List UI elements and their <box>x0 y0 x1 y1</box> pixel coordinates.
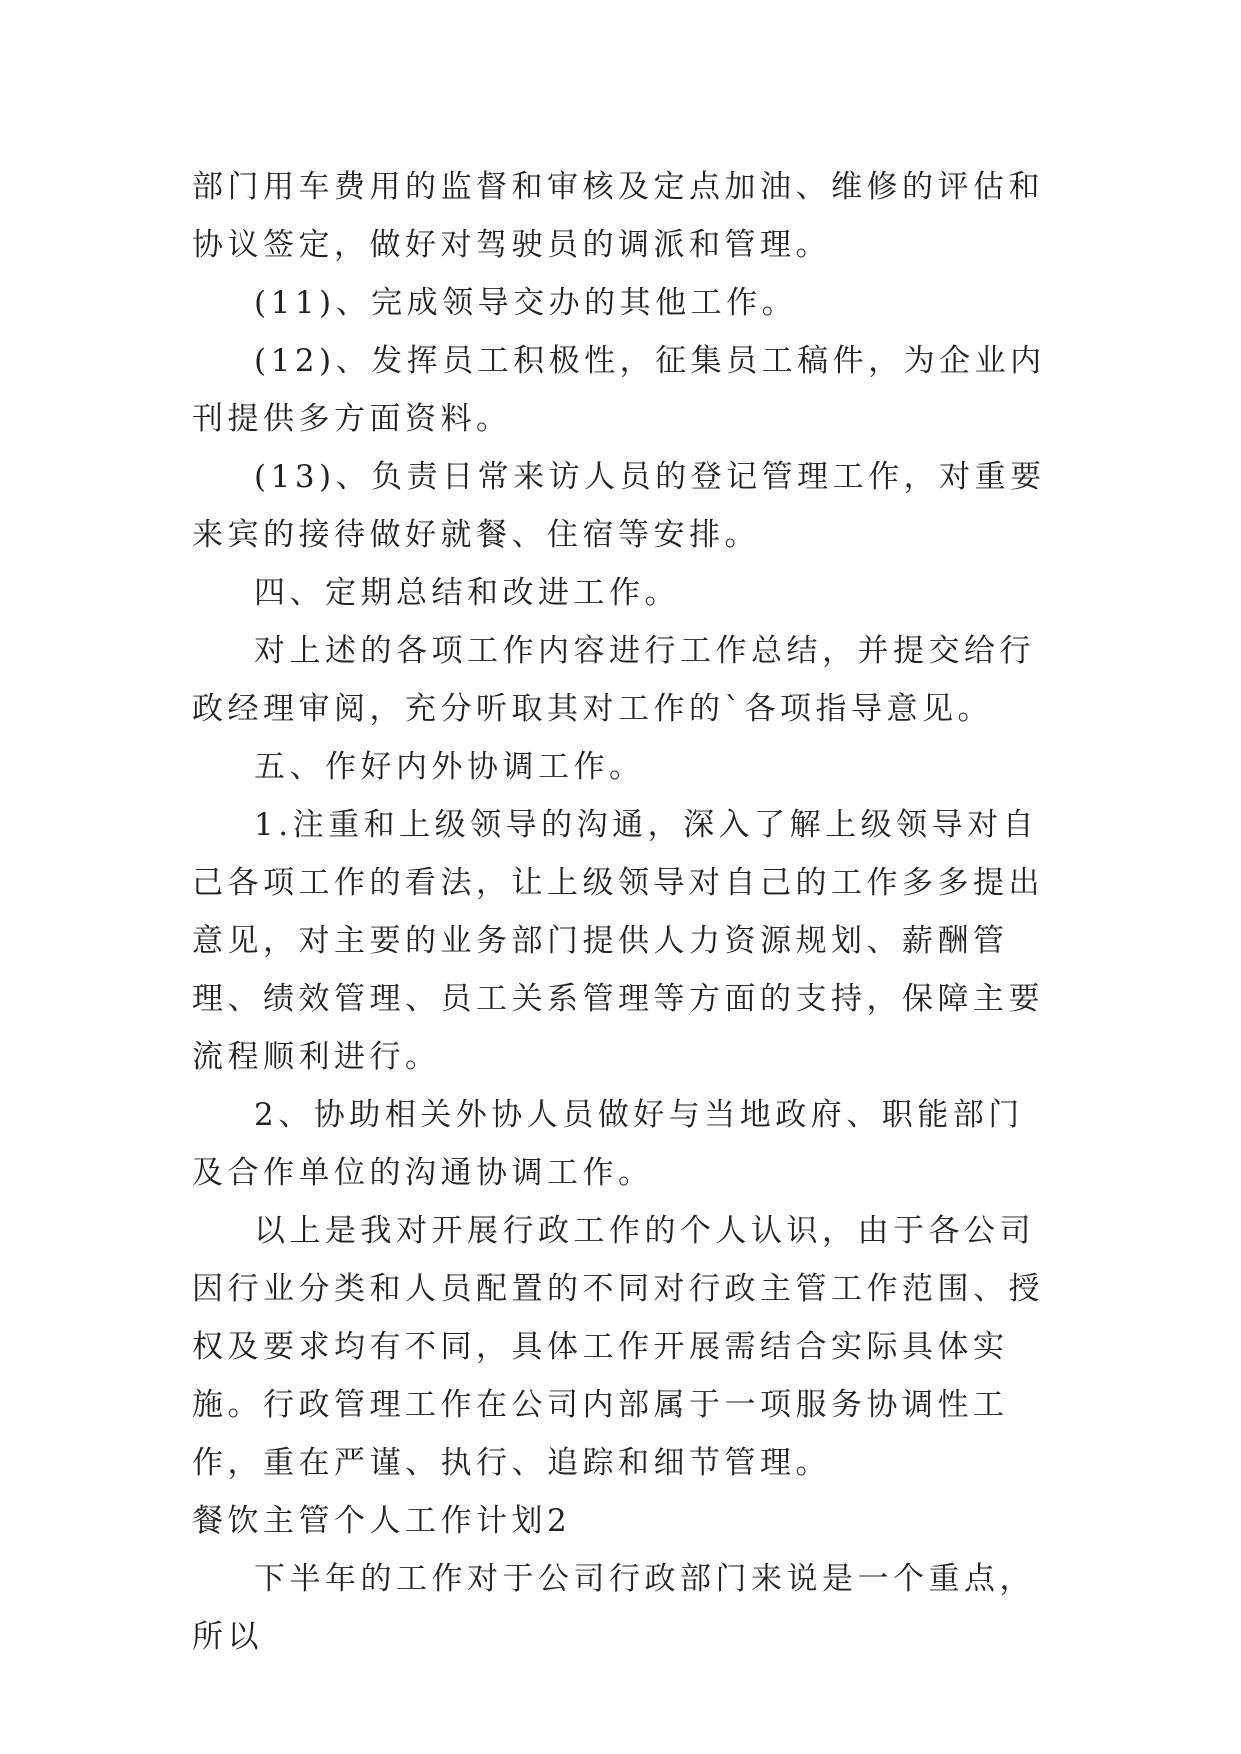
section-heading: 五、作好内外协调工作。 <box>254 749 645 785</box>
paragraph: (13)、负责日常来访人员的登记管理工作，对重要来宾的接待做好就餐、住宿等安排。 <box>192 459 1046 553</box>
paragraph: 对上述的各项工作内容进行工作总结，并提交给行政经理审阅，充分听取其对工作的`各项指导意见。 <box>192 633 1035 727</box>
section-heading: 四、定期总结和改进工作。 <box>254 575 680 611</box>
document-subtitle: 餐饮主管个人工作计划2 <box>192 1503 572 1539</box>
paragraph: (11)、完成领导交办的其他工作。 <box>254 285 798 321</box>
paragraph: 部门用车费用的监督和审核及定点加油、维修的评估和协议签定，做好对驾驶员的调派和管理。 <box>192 169 1044 263</box>
paragraph: 以上是我对开展行政工作的个人认识，由于各公司因行业分类和人员配置的不同对行政主管工作范围、授权及要求均有不同，具体工作开展需结合实际具体实施。行政管理工作在公司内部属于一项服务协调性工作，重在严谨、执行、追踪和细节管理。 <box>192 1213 1044 1481</box>
document-page <box>192 158 1050 1666</box>
paragraph: (12)、发挥员工积极性，征集员工稿件，为企业内刊提供多方面资料。 <box>192 343 1046 437</box>
paragraph: 1.注重和上级领导的沟通，深入了解上级领导对自己各项工作的看法，让上级领导对自己的工作多多提出意见，对主要的业务部门提供人力资源规划、薪酬管理、绩效管理、员工关系管理等方面的支持，保障主要流程顺利进行。 <box>192 807 1044 1075</box>
paragraph: 下半年的工作对于公司行政部门来说是一个重点，所以 <box>192 1561 1035 1655</box>
paragraph: 2、协助相关外协人员做好与当地政府、职能部门及合作单位的沟通协调工作。 <box>192 1097 1024 1191</box>
